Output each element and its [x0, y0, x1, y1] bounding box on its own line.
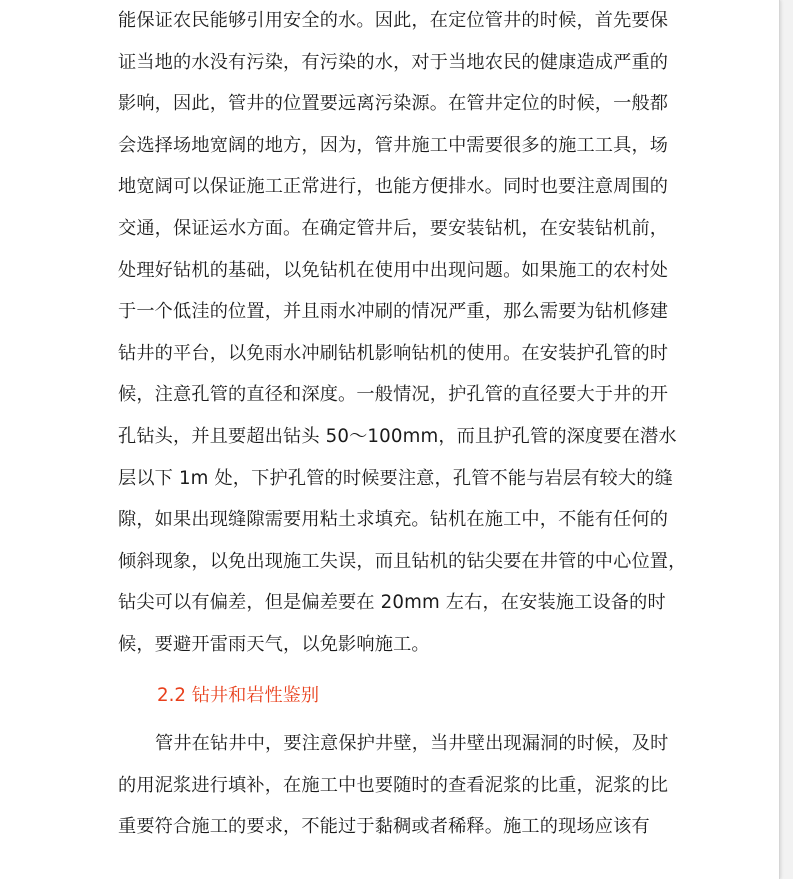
text-line: 隙，如果出现缝隙需要用粘土求填充。钻机在施工中，不能有任何的: [118, 509, 669, 531]
text-line: 能保证农民能够引用安全的水。因此，在定位管井的时候，首先要保: [118, 10, 669, 31]
text-line: 倾斜现象，以免出现施工失误，而且钻机的钻尖要在井管的中心位置，: [118, 550, 687, 572]
text-line: 交通，保证运水方面。在确定管井后，要安装钻机，在安装钻机前，: [118, 217, 669, 239]
text-line: 于一个低洼的位置，并且雨水冲刷的情况严重，那么需要为钻机修建: [118, 301, 669, 323]
text-line: 管井在钻井中，要注意保护井壁，当井壁出现漏洞的时候，及时: [155, 733, 669, 754]
text-line: 的用泥浆进行填补，在施工中也要随时的查看泥浆的比重，泥浆的比: [118, 774, 669, 796]
text-line: 地宽阔可以保证施工正常进行，也能方便排水。同时也要注意周围的: [118, 176, 669, 198]
text-line: 钻尖可以有偏差，但是偏差要在 20mm 左右，在安装施工设备的时: [118, 592, 666, 614]
text-line: 候，要避开雷雨天气，以免影响施工。: [118, 633, 430, 655]
text-line: 处理好钻机的基础，以免钻机在使用中出现问题。如果施工的农村处: [118, 259, 669, 281]
text-line: 层以下 1m 处，下护孔管的时候要注意，孔管不能与岩层有较大的缝: [118, 467, 673, 489]
text-line: 候，注意孔管的直径和深度。一般情况，护孔管的直径要大于井的开: [118, 384, 669, 406]
text-line: 会选择场地宽阔的地方，因为，管井施工中需要很多的施工工具，场: [118, 134, 669, 156]
section-heading: 2.2 钻井和岩性鉴别: [157, 685, 320, 706]
paragraph-2: [118, 723, 678, 848]
text-line: 证当地的水没有污染，有污染的水，对于当地农民的健康造成严重的: [118, 51, 669, 73]
text-line: 影响，因此，管井的位置要远离污染源。在管井定位的时候，一般都: [118, 93, 669, 115]
text-line: 孔钻头，并且要超出钻头 50～100mm，而且护孔管的深度要在潜水: [118, 425, 677, 447]
paragraph-1: [118, 0, 687, 666]
text-line: 重要符合施工的要求，不能过于黏稠或者稀释。施工的现场应该有: [118, 816, 650, 838]
text-line: 钻井的平台，以免雨水冲刷钻机影响钻机的使用。在安装护孔管的时: [118, 342, 669, 364]
